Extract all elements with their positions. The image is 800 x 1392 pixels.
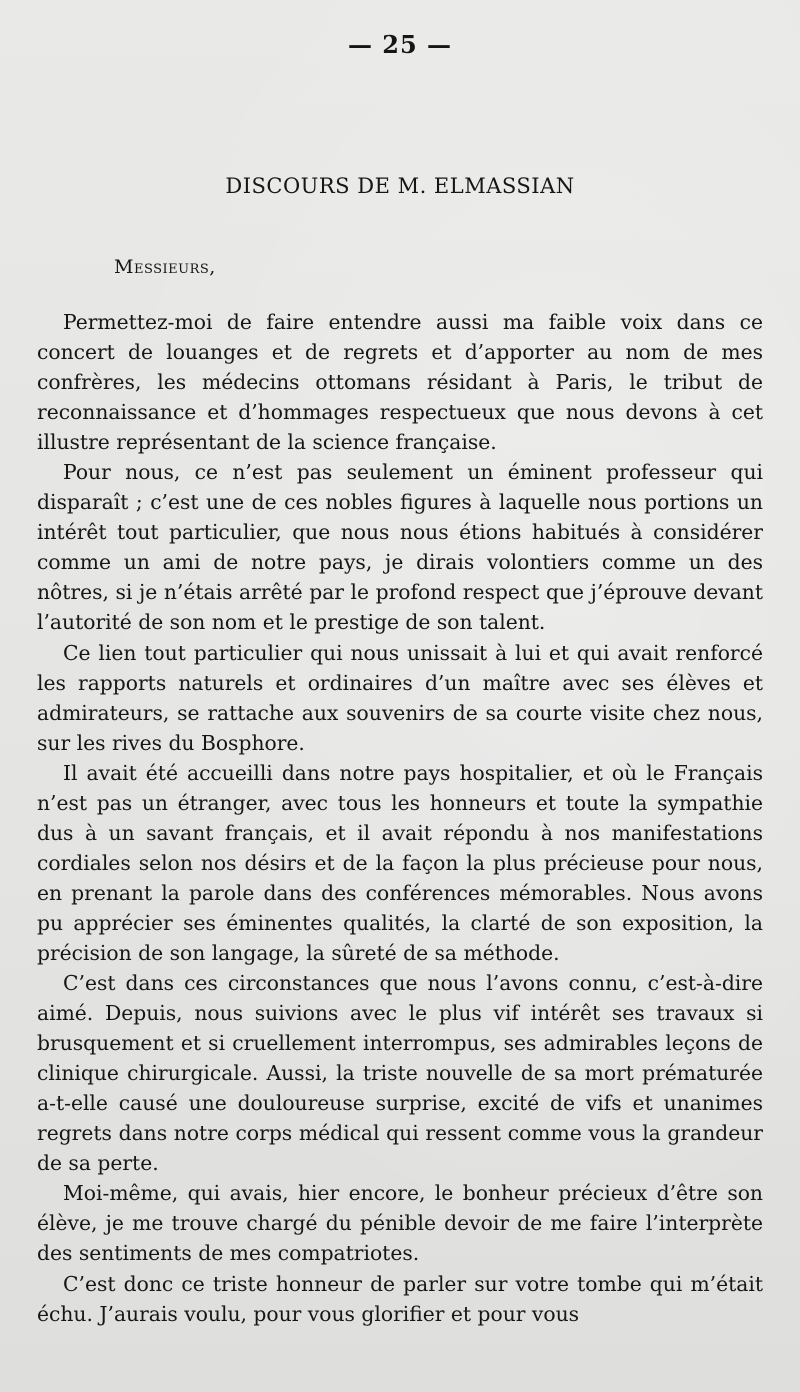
paragraph: Il avait été accueilli dans notre pays hospitalier, et où le Français n’est pas un étranger, avec tous les honneurs et toute la sympathie dus à un savant français, et il avait répondu à nos manifestations cordiales selon nos désirs et de la façon la plus précieuse pour nous, en prenant la parole dans des conférences mémorables. Nous avons pu apprécier ses éminentes qualités, la clarté de son exposition, la précision de son langage, la sûreté de sa méthode.	[37, 760, 763, 965]
speech-body	[37, 307, 763, 1329]
paragraph: C’est donc ce triste honneur de parler sur votre tombe qui m’était échu. J’aurais voulu, pour vous glorifier et pour vous	[37, 1271, 763, 1326]
paragraph: Pour nous, ce n’est pas seulement un éminent professeur qui disparaît ; c’est une de ces nobles figures à laquelle nous portions un intérêt tout particulier, que nous nous étions habitués à considérer comme un ami de notre pays, je dirais volontiers comme un des nôtres, si je n’étais arrêté par le profond respect que j’éprouve devant l’autorité de son nom et le prestige de son talent.	[37, 460, 763, 635]
speech-title: DISCOURS DE M. ELMASSIAN	[225, 174, 575, 198]
paragraph: C’est dans ces circonstances que nous l’avons connu, c’est-à-dire aimé. Depuis, nous suivions avec le plus vif intérêt ses travaux si brusquement et si cruellement interrompus, ses admirables leçons de clinique chirurgicale. Aussi, la triste nouvelle de sa mort prématurée a-t-elle causé une douloureuse surprise, excité de vifs et unanimes regrets dans notre corps médical qui ressent comme vous la grandeur de sa perte.	[37, 971, 763, 1176]
paragraph: Permettez-moi de faire entendre aussi ma faible voix dans ce concert de louanges et de regrets et d’apporter au nom de mes confrères, les médecins ottomans résidant à Paris, le tribut de reconnaissance et d’hommages respectueux que nous devons à cet illustre représentant de la science française.	[37, 310, 763, 455]
salutation: Messieurs,	[114, 256, 216, 278]
paragraph: Moi-même, qui avais, hier encore, le bonheur précieux d’être son élève, je me trouve chargé du pénible devoir de me faire l’interprète des sentiments de mes compatriotes.	[37, 1181, 763, 1266]
page-number: — 25 —	[347, 30, 453, 59]
paragraph: Ce lien tout particulier qui nous unissait à lui et qui avait renforcé les rapports naturels et ordinaires d’un maître avec ses élèves et admirateurs, se rattache aux souvenirs de sa courte visite chez nous, sur les rives du Bosphore.	[37, 640, 763, 755]
